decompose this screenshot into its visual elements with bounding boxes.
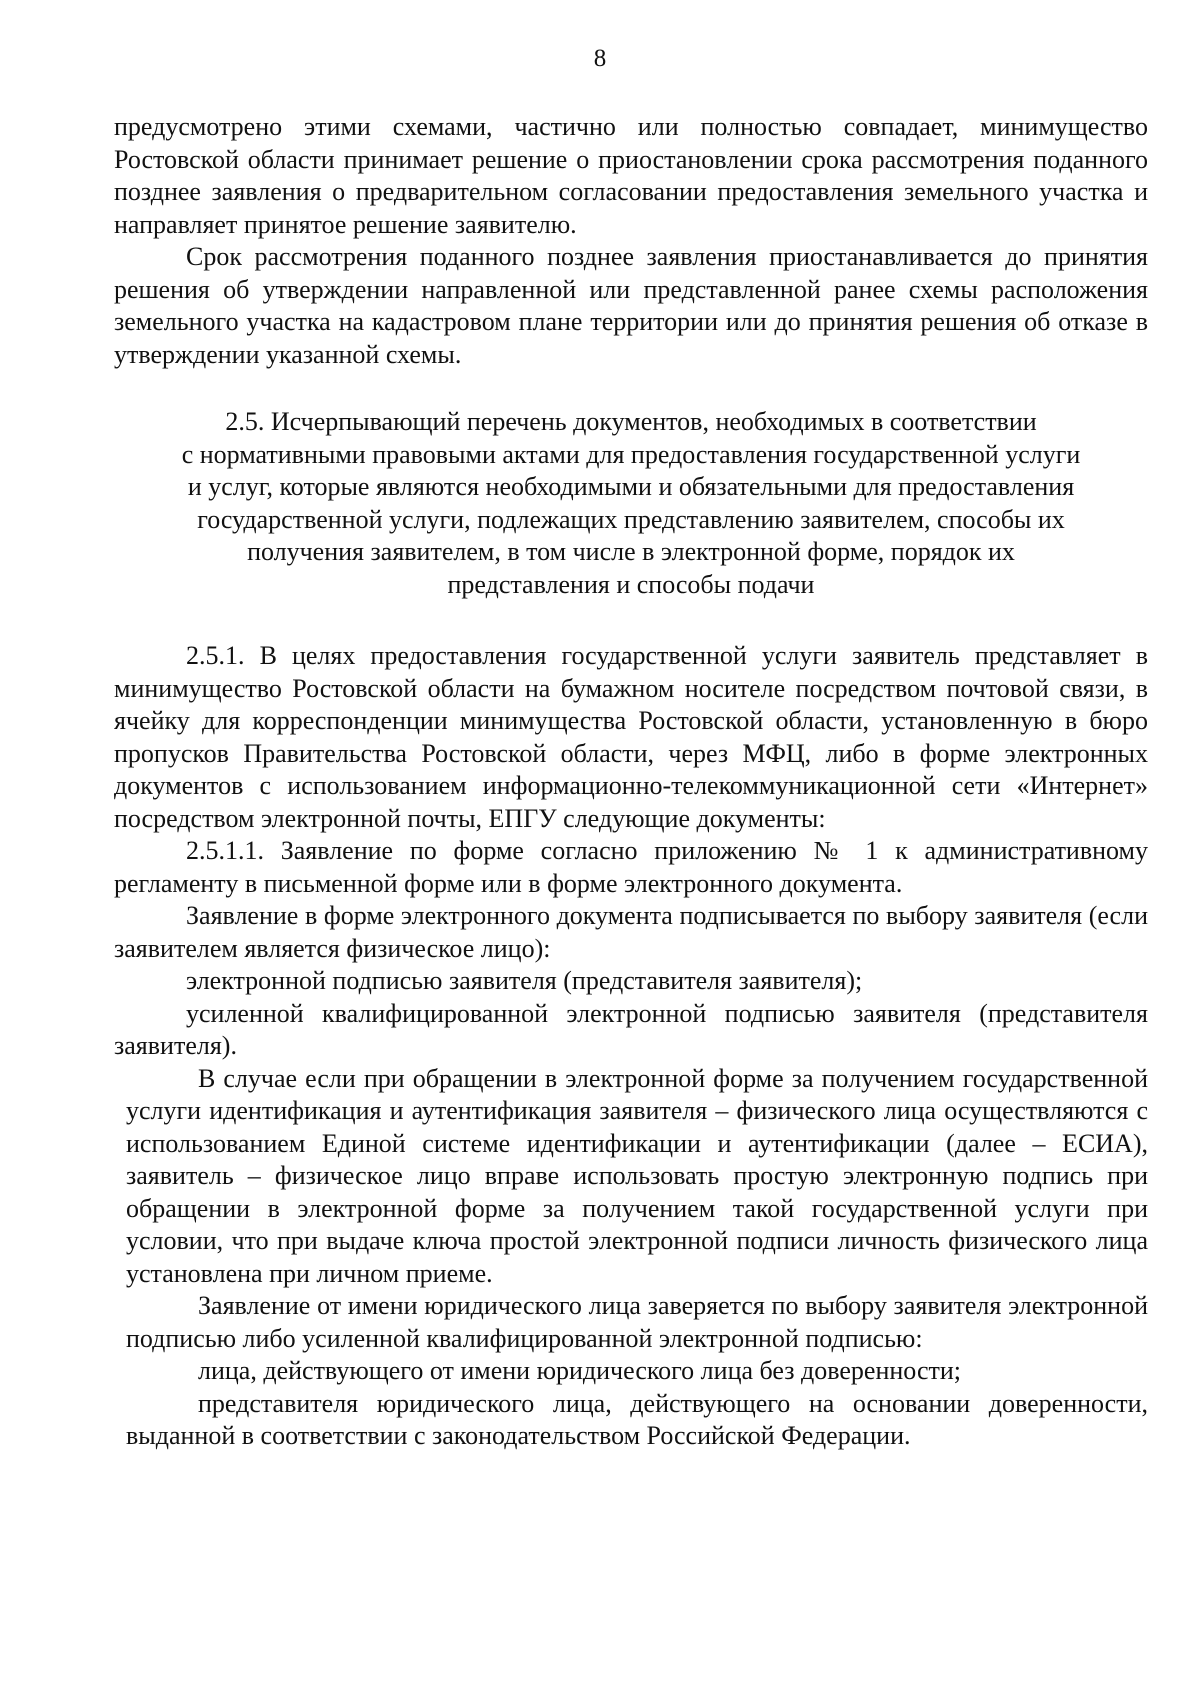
heading-line: получения заявителем, в том числе в электронной форме, порядок их — [247, 537, 1015, 566]
paragraph-legal-entity: Заявление от имени юридического лица заверяется по выбору заявителя электронной подписью либо усиленной квалифицированной электронной подписью: — [126, 1291, 1148, 1353]
heading-line: 2.5. Исчерпывающий перечень документов, необходимых в соответствии — [225, 407, 1037, 436]
paragraph-2-5-1: 2.5.1. В целях предоставления государственной услуги заявитель представляет в минимущество Ростовской области на бумажном носителе посредством почтовой связи, в ячейку для корреспонденции минимущества Ростовской области, установленную в бюро пропусков Правительства Ростовской области, через МФЦ, либо в форме электронных документов с использованием информационно-телекоммуникационной сети «Интернет» посредством электронной почты, ЕПГУ следующие документы: — [114, 641, 1148, 833]
paragraph-electronic-signing: Заявление в форме электронного документа подписывается по выбору заявителя (если заявителем является физическое лицо): — [114, 901, 1148, 963]
heading-line: представления и способы подачи — [447, 569, 815, 599]
paragraph-electronic-signature: электронной подписью заявителя (представителя заявителя); — [186, 966, 863, 995]
document-body — [114, 111, 1148, 1453]
lower-block — [114, 1063, 1148, 1453]
heading-line: с нормативными правовыми актами для предоставления государственной услуги — [181, 439, 1081, 469]
paragraph-2-5-1-1: 2.5.1.1. Заявление по форме согласно приложению № 1 к административному регламенту в письменной форме или в форме электронного документа. — [114, 836, 1148, 898]
heading-line: государственной услуги, подлежащих представлению заявителем, способы их — [197, 504, 1065, 534]
paragraph-continuation: предусмотрено этими схемами, частично или полностью совпадает, минимущество Ростовской области принимает решение о приостановлении срока рассмотрения поданного позднее заявления о предварительном согласовании предоставления земельного участка и направляет принятое решение заявителю. — [114, 112, 1148, 239]
paragraph-no-power-of-attorney: лица, действующего от имени юридического лица без доверенности; — [198, 1356, 961, 1385]
heading-line: и услуг, которые являются необходимыми и обязательными для предоставления — [187, 472, 1075, 501]
paragraph-suspension: Срок рассмотрения поданного позднее заявления приостанавливается до принятия решения об утверждении направленной или представленной ранее схемы расположения земельного участка на кадастровом плане территории или до принятия решения об отказе в утверждении указанной схемы. — [114, 242, 1148, 369]
section-heading — [114, 406, 1148, 601]
paragraph-esia: В случае если при обращении в электронной форме за получением государственной услуги идентификация и аутентификация заявителя – физического лица осуществляются с использованием Единой системе идентификации и аутентификации (далее – ЕСИА), заявитель – физическое лицо вправе использовать простую электронную подпись при обращении в электронной форме за получением такой государственной услуги при условии, что при выдаче ключа простой электронной подписи личность физического лица установлена при личном приеме. — [126, 1063, 1148, 1288]
paragraph-representative: представителя юридического лица, действующего на основании доверенности, выданной в соответствии с законодательством Российской Федерации. — [126, 1388, 1148, 1450]
paragraph-qualified-signature: усиленной квалифицированной электронной подписью заявителя (представителя заявителя). — [114, 998, 1148, 1060]
page-number: 8 — [593, 45, 607, 72]
